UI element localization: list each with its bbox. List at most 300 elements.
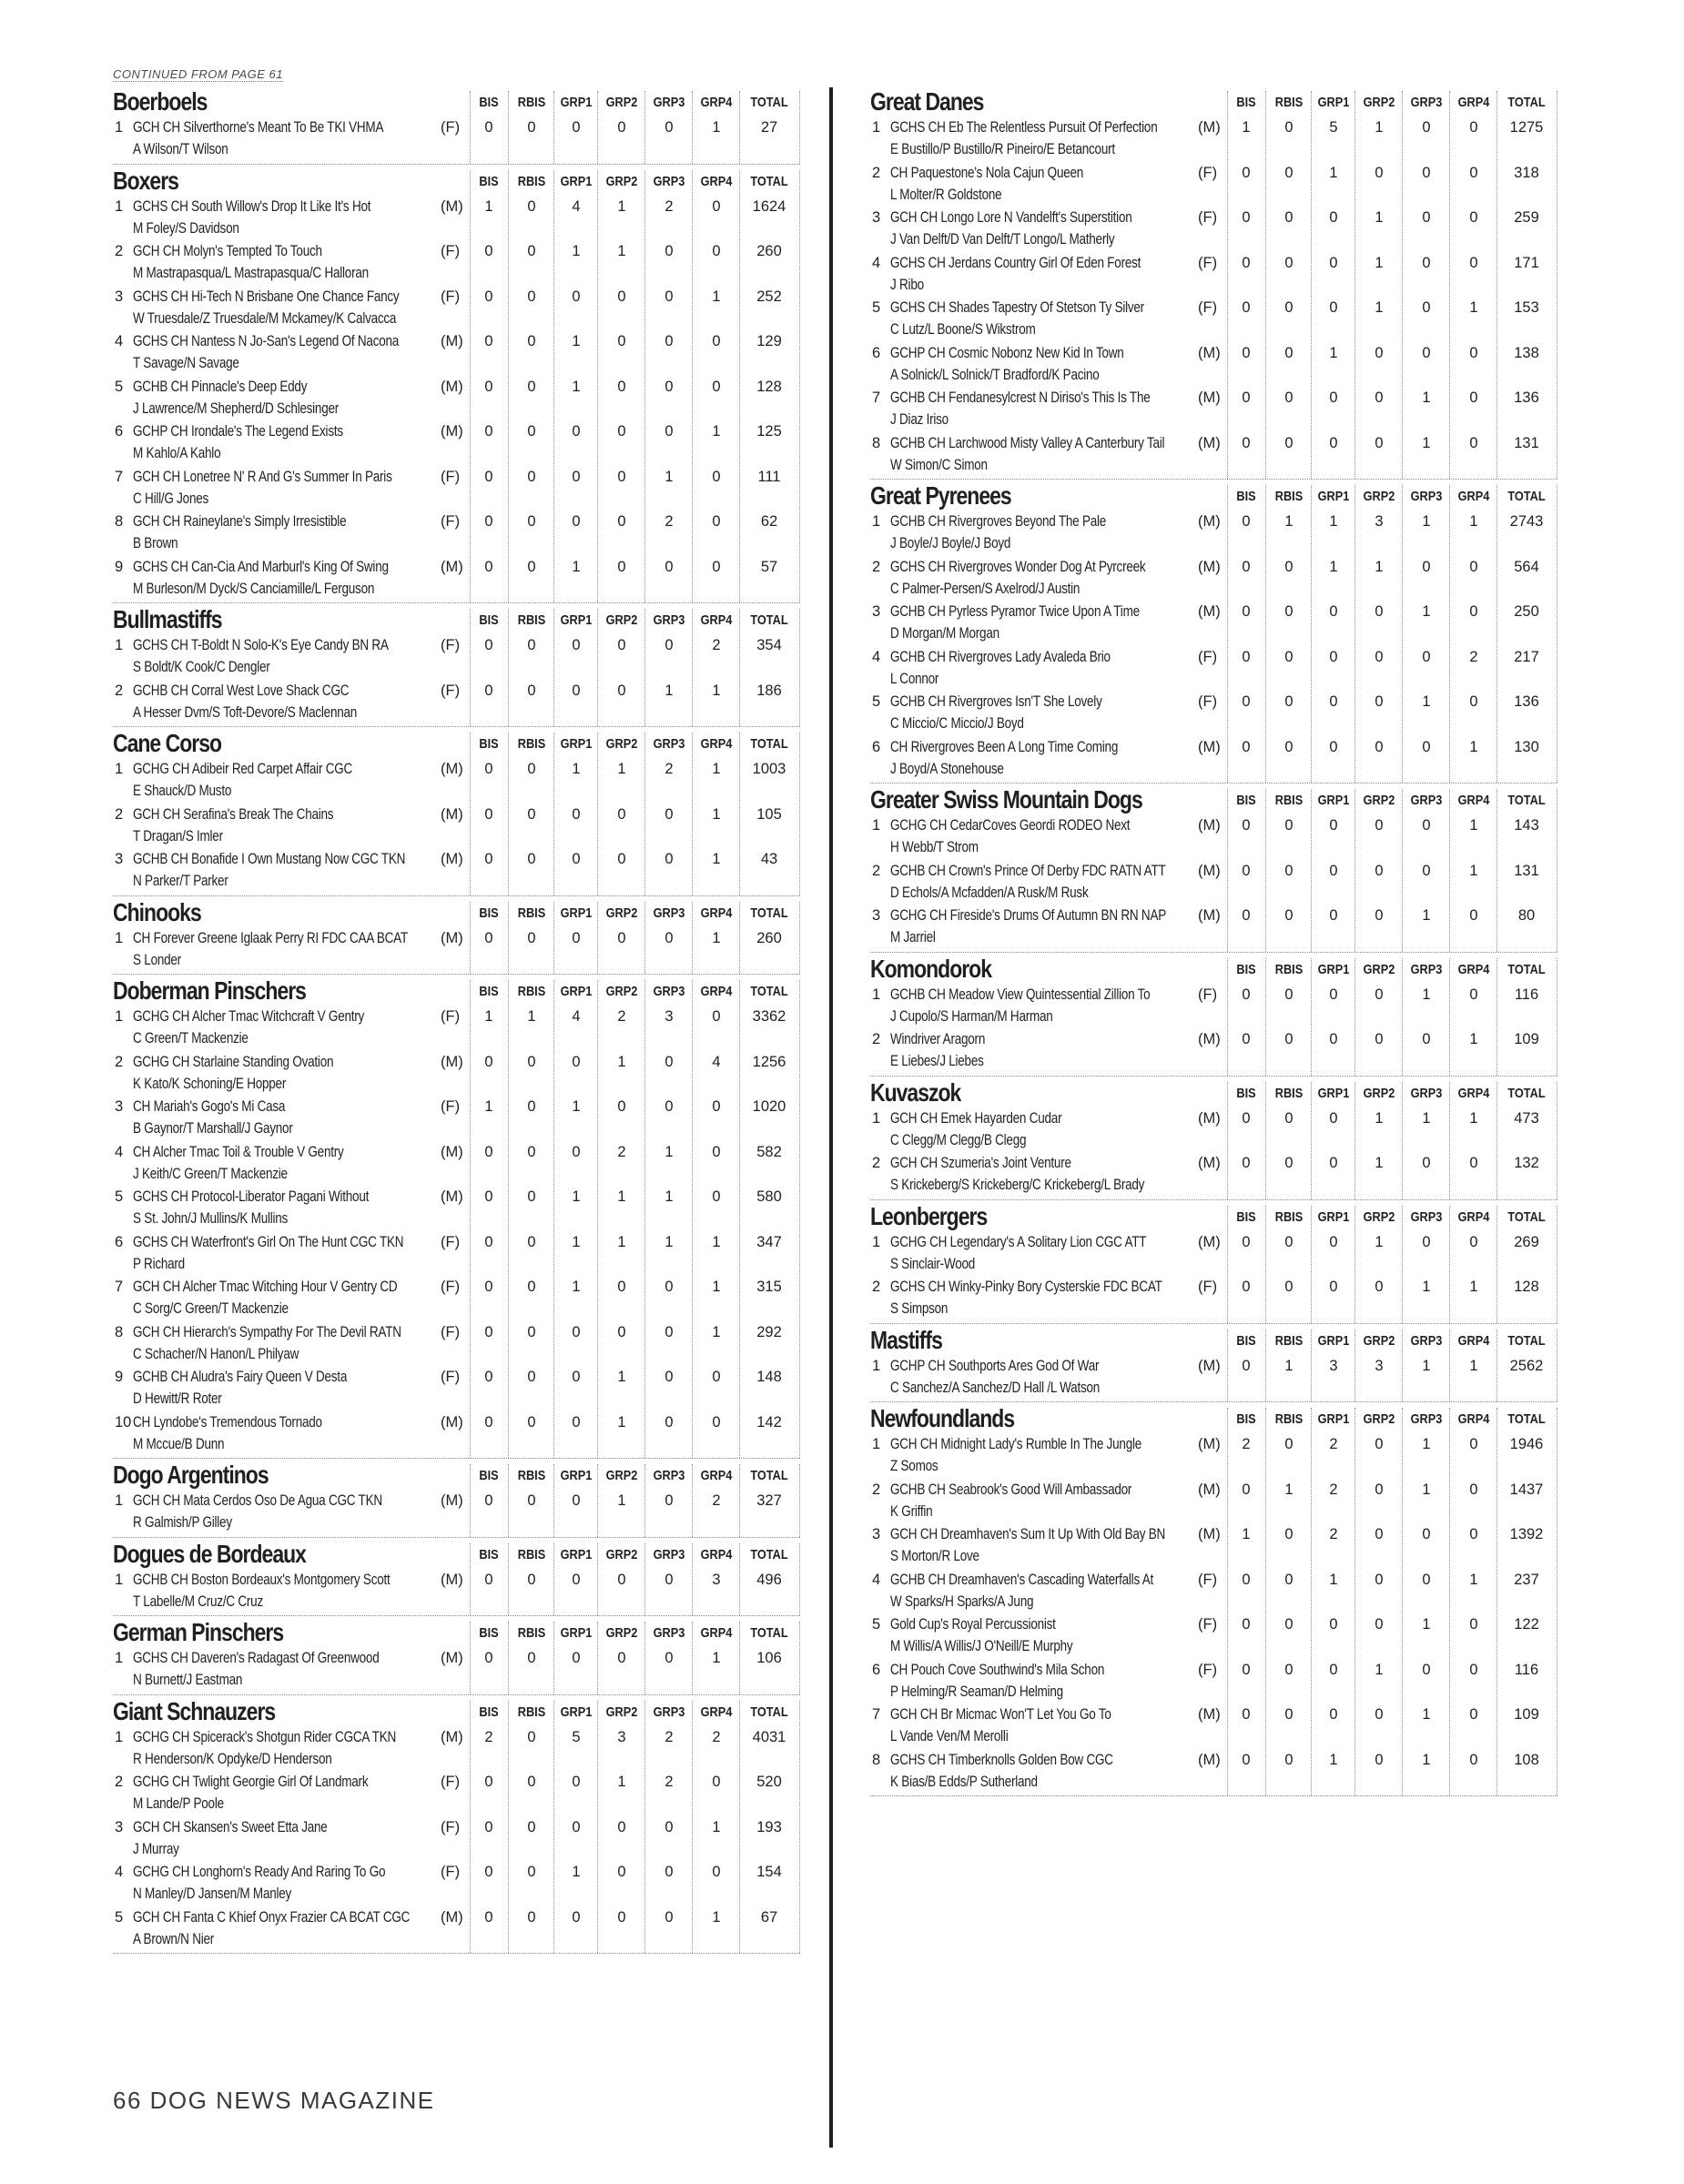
stat-grp2: 0 [1375,862,1384,879]
rank-number: 2 [872,1031,881,1047]
stat-grp1: 0 [572,1908,581,1926]
column-rule [1311,1206,1312,1323]
stat-total: 1624 [752,197,786,215]
column-rule [1496,485,1497,783]
column-rule [739,980,740,1458]
column-header-rbis: RBIS [1274,95,1304,110]
breed-title: Great Danes [870,87,984,116]
owners: M Mastrapasqua/L Mastrapasqua/C Halloran [133,265,369,281]
column-header-grp4: GRP4 [1457,793,1490,808]
rank-number: 6 [872,344,881,361]
stat-bis: 0 [1242,1279,1251,1295]
stat-rbis: 0 [1284,1155,1293,1171]
stat-grp1: 0 [1329,907,1338,924]
column-header-bis: BIS [1236,95,1256,110]
stat-total: 186 [756,682,782,699]
column-header-total: TOTAL [1507,1208,1546,1225]
column-rule [1354,1082,1355,1199]
column-header-grp1: GRP1 [1317,1208,1350,1225]
owners: L Vande Ven/M Merolli [890,1728,1009,1744]
dog-name: GCHB CH Pyrless Pyramor Twice Upon A Time [890,603,1140,620]
column-rule [644,609,645,726]
sex-label: (F) [441,1774,461,1790]
stat-bis: 0 [484,1369,493,1385]
stat-grp4: 1 [712,1233,721,1250]
column-header-grp4: GRP4 [700,1704,733,1720]
column-rule [1265,1206,1266,1323]
stat-grp3: 0 [664,1818,674,1835]
column-rule [1311,958,1312,1076]
dog-name: GCHB CH Pinnacle's Deep Eddy [133,378,308,395]
dog-entry [113,1188,800,1233]
column-rule [1265,91,1266,479]
stat-grp2: 0 [617,378,626,395]
stat-grp2: 0 [617,1323,626,1340]
column-rule [508,733,509,895]
owners: S St. John/J Mullins/K Mullins [133,1210,289,1227]
column-header-grp3: GRP3 [1410,793,1443,808]
stat-total: 122 [1514,1616,1539,1633]
dog-entry [113,1053,800,1098]
stat-grp1: 0 [572,1571,581,1588]
owners: C Lutz/L Boone/S Wikstrom [890,321,1036,338]
rank-number: 7 [115,468,124,485]
owners: C Miccio/C Miccio/J Boyd [890,715,1024,732]
column-header-grp2: GRP2 [605,1546,638,1562]
stat-grp4: 0 [1469,1436,1478,1452]
rank-number: 2 [872,1279,881,1295]
stat-bis: 0 [1242,817,1251,834]
stat-grp1: 1 [1329,513,1338,530]
column-rule [508,609,509,726]
owners: J Lawrence/M Shepherd/D Schlesinger [133,399,340,417]
sex-label: (F) [441,513,461,530]
sex-label: (M) [1198,344,1221,361]
column-divider [829,87,833,2148]
stat-grp2: 0 [617,468,626,485]
stat-bis: 0 [484,1864,493,1880]
stat-total: 128 [1514,1279,1539,1295]
stat-grp1: 0 [1329,1109,1338,1127]
column-rule [692,733,693,895]
stat-bis: 0 [1242,1357,1251,1374]
breed-section [870,86,1557,480]
stat-grp2: 1 [1375,209,1384,226]
breed-section [870,953,1557,1077]
column-rule [470,1464,471,1537]
sex-label: (M) [441,1571,463,1588]
owners: S Simpson [890,1300,949,1317]
stat-grp1: 0 [572,1774,581,1790]
column-rule [1402,1330,1403,1402]
dog-entry [113,1863,800,1908]
stat-grp4: 1 [1469,862,1478,879]
stat-rbis: 0 [527,119,536,136]
column-rule [470,609,471,726]
dog-entry [113,512,800,558]
stat-grp2: 0 [1375,344,1384,361]
dog-name: GCHG CH Longhorn's Ready And Raring To Go [133,1864,386,1880]
column-header-bis: BIS [1236,1332,1256,1349]
stat-grp1: 0 [1329,1233,1338,1250]
sex-label: (M) [1198,1436,1221,1452]
stat-bis: 0 [1242,1661,1251,1678]
stat-total: 3362 [752,1008,786,1025]
owners: T Savage/N Savage [133,355,239,371]
stat-grp3: 0 [664,1908,674,1926]
column-rule [1354,958,1355,1076]
stat-rbis: 0 [1284,1661,1293,1678]
stat-grp3: 1 [664,1143,674,1160]
rank-number: 1 [872,817,881,834]
rank-number: 1 [872,513,881,530]
column-rule [1311,789,1312,952]
sex-label: (F) [441,468,461,485]
stat-bis: 0 [1242,389,1251,406]
stat-grp4: 0 [712,1098,721,1115]
stat-bis: 0 [1242,1616,1251,1633]
column-header-grp1: GRP1 [560,736,593,752]
stat-grp4: 0 [712,1188,721,1205]
stat-total: 125 [756,423,782,440]
column-header-total: TOTAL [750,1468,788,1483]
dog-entry [870,1705,1557,1751]
stat-grp3: 0 [1422,1155,1431,1171]
stat-bis: 0 [484,468,493,485]
stat-grp3: 0 [1422,254,1431,271]
column-rule [1227,958,1228,1076]
column-rule [1227,1206,1228,1323]
stat-grp1: 0 [572,119,581,136]
dog-name: GCH CH Emek Hayarden Cudar [890,1109,1062,1127]
breed-section [113,1616,800,1695]
stat-total: 136 [1514,389,1539,406]
column-header-grp3: GRP3 [653,1468,685,1483]
dog-name: GCH CH Serafina's Break The Chains [133,805,334,823]
column-rule [799,170,800,603]
column-rule [692,609,693,726]
column-rule [799,733,800,895]
stat-grp3: 2 [664,197,674,215]
owners: J Diaz Iriso [890,411,949,428]
column-header-grp3: GRP3 [653,612,685,628]
stat-total: 520 [756,1774,782,1790]
stat-bis: 0 [484,1571,493,1588]
stat-bis: 0 [484,1143,493,1160]
stat-grp3: 0 [664,1098,674,1115]
stat-rbis: 0 [1284,558,1293,575]
page-footer: 66 DOG NEWS MAGAZINE [113,2087,435,2114]
stat-total: 327 [756,1492,782,1509]
stat-total: 193 [756,1818,782,1835]
column-rule [470,902,471,975]
stat-grp1: 1 [1329,1751,1338,1768]
dog-entry [870,389,1557,434]
stat-total: 1275 [1509,119,1544,136]
column-header-grp2: GRP2 [605,1625,638,1641]
breed-title: German Pinschers [113,1618,284,1646]
owners: L Connor [890,670,939,687]
column-rule [739,733,740,895]
sex-label: (F) [1198,1279,1218,1295]
stat-grp1: 1 [572,1098,581,1115]
stat-total: 116 [1514,986,1539,1003]
column-header-grp2: GRP2 [605,95,638,110]
dog-entry [113,332,800,378]
stat-grp1: 0 [1329,693,1338,710]
owners: M Foley/S Davidson [133,219,239,237]
column-header-rbis: RBIS [517,173,546,189]
column-header-total: TOTAL [1507,489,1546,504]
stat-total: 129 [756,333,782,349]
rank-number: 3 [872,907,881,924]
sex-label: (F) [1198,693,1218,710]
column-header-total: TOTAL [1507,1085,1546,1101]
stat-grp2: 0 [617,1908,626,1926]
owners: P Richard [133,1255,185,1272]
rank-number: 6 [872,1661,881,1678]
dog-entry [113,118,800,164]
stat-grp1: 0 [1329,817,1338,834]
stat-total: 237 [1514,1571,1539,1588]
rank-number: 3 [115,851,124,867]
column-rule [597,609,598,726]
owners: N Parker/T Parker [133,873,228,889]
sex-label: (M) [1198,1481,1221,1498]
stat-grp4: 0 [712,1864,721,1880]
owners: M Lande/P Poole [133,1795,224,1812]
dog-name: GCHB CH Fendanesylcrest N Diriso's This Is The [890,389,1151,406]
breed-section [113,86,800,165]
owners: J Keith/C Green/T Mackenzie [133,1165,288,1182]
column-rule [692,170,693,603]
dog-name: CH Paquestone's Nola Cajun Queen [890,164,1084,181]
column-rule [1227,91,1228,479]
column-rule [1496,1330,1497,1402]
stat-grp4: 1 [712,1279,721,1295]
owners: J Boyd/A Stonehouse [890,760,1004,777]
stat-grp4: 0 [1469,558,1478,575]
column-rule [692,1543,693,1616]
stat-bis: 1 [484,197,493,215]
stat-bis: 0 [1242,1481,1251,1498]
column-rule [1402,91,1403,479]
dog-name: GCHG CH Starlaine Standing Ovation [133,1053,334,1070]
stat-grp4: 0 [1469,986,1478,1003]
column-rule [1265,1330,1266,1402]
dog-entry [870,1030,1557,1076]
stat-grp1: 0 [572,1053,581,1070]
stat-rbis: 0 [1284,164,1293,181]
column-header-total: TOTAL [750,736,788,752]
stat-grp4: 1 [712,929,721,946]
stat-rbis: 0 [527,1864,536,1880]
owners: D Echols/A Mcfadden/A Rusk/M Rusk [890,884,1089,901]
stat-total: 27 [760,119,778,136]
column-rule [1265,1082,1266,1199]
column-rule [553,1701,554,1954]
breed-section [113,603,800,727]
column-header-grp1: GRP1 [560,173,593,189]
sex-label: (F) [1198,1616,1218,1633]
stat-bis: 0 [484,1279,493,1295]
dog-name: GCHS CH Jerdans Country Girl Of Eden Forest [890,254,1141,271]
stat-grp2: 1 [1375,1109,1384,1127]
column-header-bis: BIS [479,1546,499,1562]
owners: R Henderson/K Opdyke/D Henderson [133,1750,332,1767]
owners: T Dragan/S Imler [133,827,223,844]
column-header-total: TOTAL [750,1625,788,1641]
stat-bis: 0 [484,1818,493,1835]
breed-section [870,1077,1557,1200]
dog-entry [113,197,800,243]
stat-grp3: 0 [664,378,674,395]
owners: J Murray [133,1840,179,1857]
stat-bis: 0 [484,929,493,946]
stat-grp2: 0 [617,682,626,699]
column-header-rbis: RBIS [517,612,546,628]
sex-label: (F) [441,1233,461,1250]
sex-label: (M) [1198,1155,1221,1171]
stat-total: 143 [1514,817,1539,834]
stat-bis: 0 [1242,986,1251,1003]
dog-entry [870,1571,1557,1616]
stat-rbis: 0 [1284,693,1293,710]
breed-header [870,1077,1557,1109]
column-header-grp2: GRP2 [605,736,638,752]
stat-grp2: 2 [617,1143,626,1160]
column-header-grp2: GRP2 [1363,1208,1395,1225]
dog-name: GCHG CH Alcher Tmac Witchcraft V Gentry [133,1008,365,1025]
dog-name: GCH CH Lonetree N' R And G's Summer In Paris [133,468,392,485]
column-header-bis: BIS [1236,1411,1256,1427]
column-rule [553,1543,554,1616]
stat-grp2: 0 [617,333,626,349]
stat-grp1: 0 [1329,1155,1338,1171]
column-rule [644,1622,645,1694]
owners: E Liebes/J Liebes [890,1053,984,1069]
column-rule [470,170,471,603]
dog-entry [870,986,1557,1031]
column-rule [1496,789,1497,952]
stat-total: 43 [760,851,778,867]
left-column [113,86,800,1954]
stat-rbis: 0 [527,197,536,215]
stat-grp3: 0 [664,929,674,946]
dog-name: CH Alcher Tmac Toil & Trouble V Gentry [133,1143,344,1160]
stat-rbis: 0 [527,1143,536,1160]
rank-number: 3 [872,603,881,620]
stat-grp4: 1 [712,851,721,867]
stat-grp4: 1 [712,1908,721,1926]
dog-name: GCHP CH Cosmic Nobonz New Kid In Town [890,344,1124,361]
column-rule [739,1622,740,1694]
stat-rbis: 0 [527,333,536,349]
dog-name: CH Pouch Cove Southwind's Mila Schon [890,1661,1105,1678]
column-rule [1449,91,1450,479]
stat-grp2: 0 [1375,693,1384,710]
column-header-grp2: GRP2 [605,173,638,189]
sex-label: (F) [1198,164,1218,181]
stat-rbis: 0 [527,1188,536,1205]
stat-bis: 0 [484,1413,493,1431]
rank-number: 2 [115,682,124,699]
stat-grp4: 0 [1469,603,1478,620]
stat-grp1: 1 [1329,344,1338,361]
stat-grp1: 0 [572,1650,581,1666]
column-header-grp4: GRP4 [1457,1411,1490,1427]
stat-grp1: 0 [1329,1706,1338,1723]
stat-total: 564 [1514,558,1539,575]
owners: A Brown/N Nier [133,1930,215,1947]
stat-grp1: 4 [572,197,581,215]
stat-rbis: 0 [527,805,536,823]
stat-grp1: 0 [572,851,581,867]
dog-name: GCHB CH Boston Bordeaux's Montgomery Scott [133,1571,391,1588]
column-rule [644,902,645,975]
dog-name: Windriver Aragorn [890,1031,986,1047]
stat-grp4: 1 [712,119,721,136]
dog-name: GCH CH Molyn's Tempted To Touch [133,243,322,259]
breed-header [113,165,800,197]
sex-label: (F) [441,243,461,259]
stat-grp3: 0 [1422,299,1431,316]
rank-number: 6 [115,1233,124,1250]
stat-grp4: 0 [712,1008,721,1025]
stat-grp3: 0 [664,1323,674,1340]
column-rule [1311,1082,1312,1199]
stat-total: 108 [1514,1751,1539,1768]
stat-grp1: 0 [572,682,581,699]
stat-rbis: 0 [527,682,536,699]
column-rule [644,1701,645,1954]
rank-number: 8 [872,1751,881,1768]
stat-total: 269 [1514,1233,1539,1250]
column-rule [692,91,693,164]
owners: C Hill/G Jones [133,490,209,507]
stat-grp4: 0 [1469,1616,1478,1633]
stat-grp4: 1 [712,682,721,699]
stat-total: 57 [760,558,778,575]
breed-title: Doberman Pinschers [113,976,306,1005]
stat-grp3: 1 [1422,389,1431,406]
stat-bis: 1 [484,1098,493,1115]
column-header-grp1: GRP1 [560,1625,593,1641]
sex-label: (F) [1198,254,1218,271]
stat-total: 111 [757,468,781,485]
column-header-grp4: GRP4 [1457,1208,1490,1225]
stat-bis: 0 [1242,862,1251,879]
stat-grp2: 1 [1375,119,1384,136]
breed-title: Dogo Argentinos [113,1461,269,1489]
stat-total: 109 [1514,1031,1539,1047]
stat-grp2: 0 [617,1650,626,1666]
column-header-rbis: RBIS [1274,793,1304,808]
column-rule [1402,789,1403,952]
breed-header [870,784,1557,816]
stat-grp4: 1 [712,1818,721,1835]
stat-grp1: 0 [1329,1031,1338,1047]
column-header-total: TOTAL [1507,1411,1546,1427]
column-header-rbis: RBIS [1274,1411,1304,1427]
column-header-rbis: RBIS [1274,1332,1304,1349]
column-header-grp1: GRP1 [1317,489,1350,504]
stat-grp4: 1 [1469,1571,1478,1588]
column-header-grp2: GRP2 [1363,489,1395,504]
dog-name: GCH CH Dreamhaven's Sum It Up With Old Bay BN [890,1526,1166,1542]
rank-number: 1 [872,1109,881,1127]
dog-entry [870,1661,1557,1706]
